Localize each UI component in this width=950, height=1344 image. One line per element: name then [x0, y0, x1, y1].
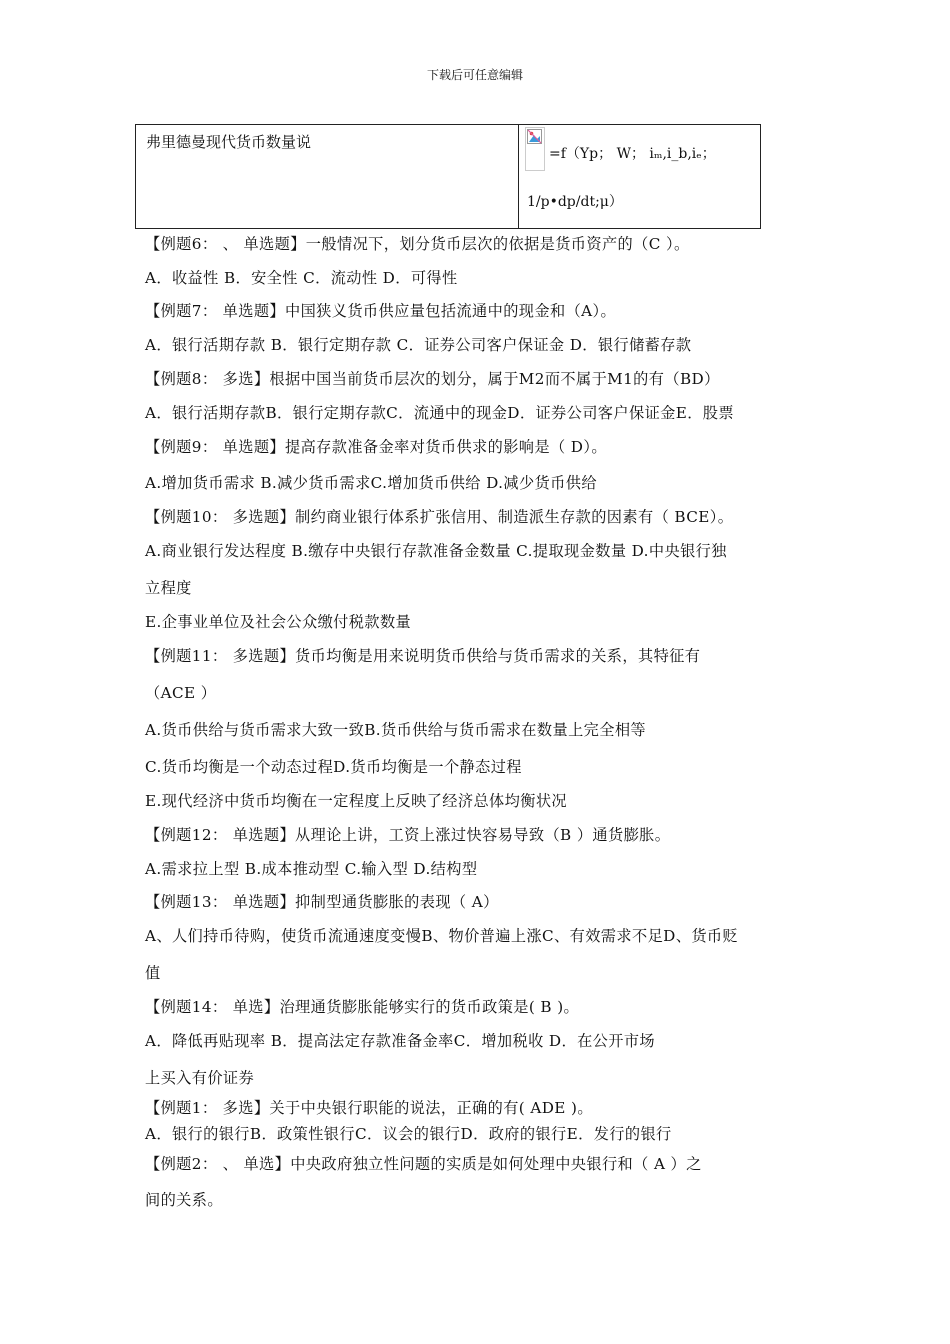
- theory-table: [135, 124, 761, 229]
- formula-line-1: =f（Yp； W； iₘ,i_b,iₑ；: [549, 146, 716, 162]
- text-line: A.增加货币需求 B.减少货币需求C.增加货币供给 D.减少货币供给: [145, 474, 597, 492]
- text-line: A.商业银行发达程度 B.缴存中央银行存款准备金数量 C.提取现金数量 D.中央银行独: [145, 542, 727, 560]
- text-line: 【例题12： 单选题】从理论上讲，工资上涨过快容易导致（B ）通货膨胀。: [145, 826, 671, 844]
- text-line: E.企事业单位及社会公众缴付税款数量: [145, 613, 412, 631]
- text-line: A．银行的银行B．政策性银行C．议会的银行D．政府的银行E．发行的银行: [145, 1125, 672, 1143]
- text-line: A．收益性 B．安全性 C．流动性 D．可得性: [145, 269, 458, 287]
- text-line: 【例题11： 多选题】货币均衡是用来说明货币供给与货币需求的关系，其特征有: [145, 647, 701, 665]
- text-line: 立程度: [145, 579, 192, 597]
- text-line: A、人们持币待购，使货币流通速度变慢B、物价普遍上涨C、有效需求不足D、货币贬: [145, 927, 739, 945]
- text-line: 【例题6： 、 单选题】一般情况下，划分货币层次的依据是货币资产的（C ）。: [145, 235, 690, 253]
- table-cell-formula: [519, 125, 760, 228]
- text-line: 【例题10： 多选题】制约商业银行体系扩张信用、制造派生存款的因素有（ BCE）。: [145, 508, 734, 526]
- text-line: A．降低再贴现率 B．提高法定存款准备金率C．增加税收 D．在公开市场: [145, 1032, 656, 1050]
- text-line: 【例题9： 单选题】提高存款准备金率对货币供求的影响是（ D）。: [145, 438, 607, 456]
- text-line: 【例题8： 多选】根据中国当前货币层次的划分，属于M2而不属于M1的有（BD）: [145, 370, 720, 388]
- table-cell-theory-name: 弗里德曼现代货币数量说: [136, 125, 519, 228]
- text-line: 【例题1： 多选】关于中央银行职能的说法，正确的有( ADE )。: [145, 1099, 593, 1117]
- broken-image-icon: [525, 127, 545, 171]
- page-header: 下载后可任意编辑: [426, 68, 523, 82]
- text-line: 【例题13： 单选题】抑制型通货膨胀的表现（ A）: [145, 893, 499, 911]
- text-line: C.货币均衡是一个动态过程D.货币均衡是一个静态过程: [145, 758, 522, 776]
- formula-line-2: 1/p•dp/dt;μ）: [527, 194, 623, 210]
- text-line: A．银行活期存款B．银行定期存款C．流通中的现金D．证券公司客户保证金E．股票: [145, 404, 734, 422]
- text-line: 间的关系。: [145, 1191, 223, 1209]
- text-line: 上买入有价证券: [145, 1069, 255, 1087]
- text-line: 值: [145, 964, 161, 982]
- text-line: 【例题14： 单选】治理通货膨胀能够实行的货币政策是( B )。: [145, 998, 580, 1016]
- text-line: A．银行活期存款 B．银行定期存款 C．证券公司客户保证金 D．银行储蓄存款: [145, 336, 692, 354]
- text-line: （ACE ）: [145, 684, 217, 702]
- text-line: A.货币供给与货币需求大致一致B.货币供给与货币需求在数量上完全相等: [145, 721, 647, 739]
- text-line: 【例题2： 、 单选】中央政府独立性问题的实质是如何处理中央银行和（ A ）之: [145, 1155, 702, 1173]
- text-line: 【例题7： 单选题】中国狭义货币供应量包括流通中的现金和（A）。: [145, 302, 617, 320]
- text-line: A.需求拉上型 B.成本推动型 C.输入型 D.结构型: [145, 860, 478, 878]
- text-line: E.现代经济中货币均衡在一定程度上反映了经济总体均衡状况: [145, 792, 567, 810]
